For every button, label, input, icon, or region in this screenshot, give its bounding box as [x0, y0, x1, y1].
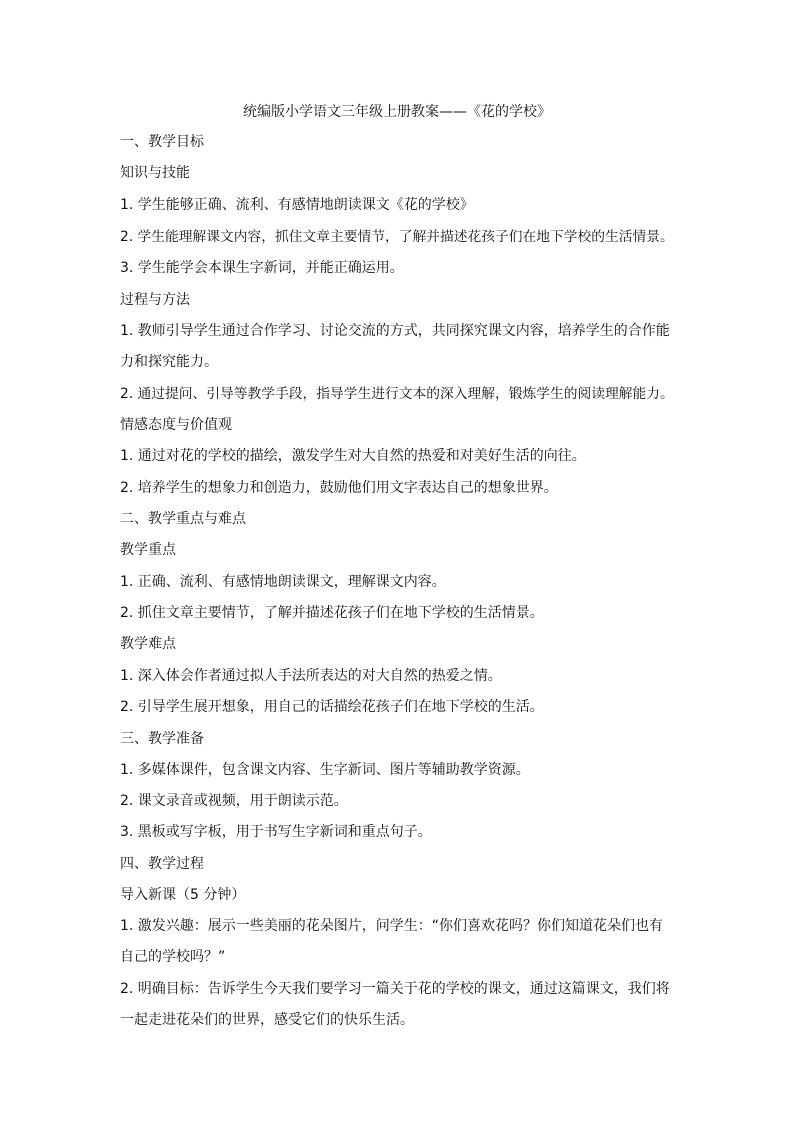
section-heading-objectives: 一、教学目标	[120, 134, 204, 150]
subheading-knowledge-skills: 知识与技能	[120, 165, 190, 181]
subheading-introduction: 导入新课（5 分钟）	[120, 887, 246, 903]
subheading-teaching-difficulty: 教学难点	[120, 636, 176, 652]
paragraph-line: 1. 深入体会作者通过拟人手法所表达的对大自然的热爱之情。	[120, 668, 502, 684]
paragraph-line: 自己的学校吗？”	[120, 949, 226, 965]
paragraph-line: 2. 课文录音或视频，用于朗读示范。	[120, 793, 348, 809]
subheading-emotion-values: 情感态度与价值观	[120, 417, 232, 433]
paragraph-line: 2. 学生能理解课文内容，抓住文章主要情节，了解并描述花孩子们在地下学校的生活情景。	[120, 229, 674, 245]
subheading-process-methods: 过程与方法	[120, 292, 190, 308]
paragraph-line: 2. 抓住文章主要情节，了解并描述花孩子们在地下学校的生活情景。	[120, 605, 544, 621]
section-heading-preparation: 三、教学准备	[120, 731, 204, 747]
subheading-teaching-focus: 教学重点	[120, 542, 176, 558]
paragraph-line: 1. 通过对花的学校的描绘，激发学生对大自然的热爱和对美好生活的向往。	[120, 448, 586, 464]
section-heading-process: 四、教学过程	[120, 856, 204, 872]
paragraph-line: 3. 黑板或写字板，用于书写生字新词和重点句子。	[120, 824, 432, 840]
paragraph-line: 2. 明确目标：告诉学生今天我们要学习一篇关于花的学校的课文，通过这篇课文，我们将	[120, 981, 670, 997]
paragraph-line: 力和探究能力。	[120, 354, 218, 370]
section-heading-key-points: 二、教学重点与难点	[120, 511, 246, 527]
paragraph-line: 1. 正确、流利、有感情地朗读课文，理解课文内容。	[120, 574, 446, 590]
paragraph-line: 一起走进花朵们的世界，感受它们的快乐生活。	[120, 1012, 414, 1028]
paragraph-line: 1. 教师引导学生通过合作学习、讨论交流的方式，共同探究课文内容，培养学生的合作能	[120, 323, 670, 339]
paragraph-line: 1. 多媒体课件，包含课文内容、生字新词、图片等辅助教学资源。	[120, 762, 530, 778]
document-title: 统编版小学语文三年级上册教案——《花的学校》	[243, 104, 551, 120]
paragraph-line: 3. 学生能学会本课生字新词，并能正确运用。	[120, 260, 404, 276]
paragraph-line: 2. 通过提问、引导等教学手段，指导学生进行文本的深入理解，锻炼学生的阅读理解能力。	[120, 386, 674, 402]
paragraph-line: 1. 学生能够正确、流利、有感情地朗读课文《花的学校》	[120, 197, 474, 213]
paragraph-line: 2. 引导学生展开想象，用自己的话描绘花孩子们在地下学校的生活。	[120, 699, 544, 715]
paragraph-line: 1. 激发兴趣：展示一些美丽的花朵图片，问学生：“你们喜欢花吗？你们知道花朵们也有	[120, 918, 664, 934]
paragraph-line: 2. 培养学生的想象力和创造力，鼓励他们用文字表达自己的想象世界。	[120, 480, 558, 496]
